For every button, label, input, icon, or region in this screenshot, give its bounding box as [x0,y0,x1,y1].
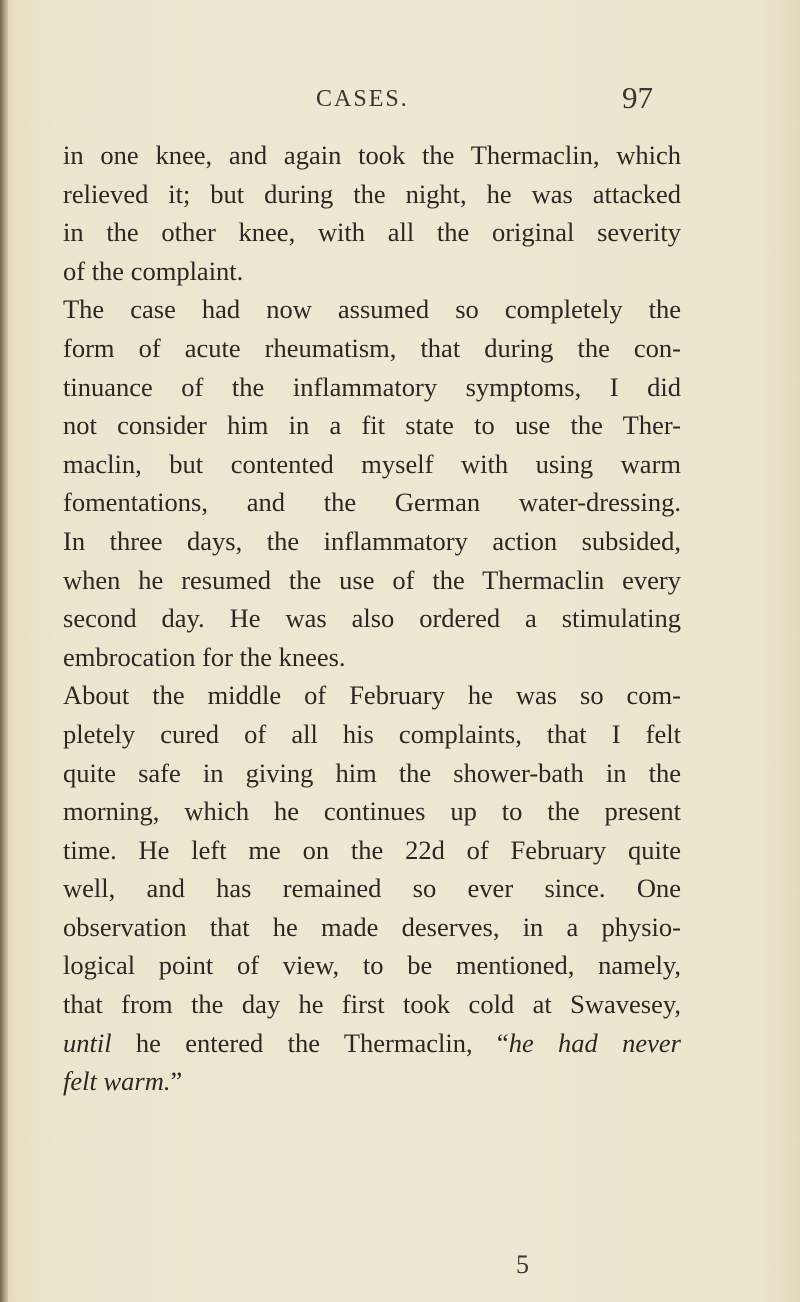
italic-final: felt warm. [63,1066,171,1097]
text-line: that from the day he first took cold at Swavesey, [63,989,681,1020]
paragraph-1 [63,136,681,290]
line-rest: he entered the Thermaclin, “ [111,1027,509,1058]
page-number: 97 [622,80,653,115]
paragraph-3 [63,676,681,1101]
text-line: logical point of view, to be mentioned, namely, [63,950,681,981]
text-line: morning, which he continues up to the present [63,796,681,827]
running-title: CASES. [316,86,409,112]
text-line: pletely cured of all his complaints, that I felt [63,718,681,749]
text-line: quite safe in giving him the shower-bath in the [63,757,681,788]
text-line: observation that he made deserves, in a physio- [63,911,681,942]
text-line: About the middle of February he was so com- [63,680,681,711]
text-line: not consider him in a fit state to use the Ther- [63,410,681,441]
closing-quote: ” [170,1066,183,1097]
text-line: of the complaint. [63,255,244,286]
text-line: In three days, the inflammatory action subsided, [63,525,681,556]
running-head [0,80,800,116]
italic-quote: he had never [508,1027,681,1058]
text-line: relieved it; but during the night, he was attacked [63,178,681,209]
text-line: well, and has remained so ever since. One [63,873,681,904]
text-line: embrocation for the knees. [63,641,346,672]
signature-mark: 5 [516,1250,529,1279]
text-line: time. He left me on the 22d of February quite [63,834,681,865]
paragraph-2 [63,290,681,676]
text-line: maclin, but contented myself with using warm [63,448,681,479]
text-line: The case had now assumed so completely the [63,294,681,325]
text-line: in one knee, and again took the Thermaclin, which [63,140,681,170]
body-text [63,136,681,1101]
text-line: second day. He was also ordered a stimulating [63,603,681,634]
italic-until: until [63,1027,112,1058]
text-line: tinuance of the inflammatory symptoms, I did [63,371,681,402]
text-line-final [63,1062,681,1101]
text-line: fomentations, and the German water-dressing. [63,487,681,518]
text-line: in the other knee, with all the original severity [63,217,681,248]
text-line: when he resumed the use of the Thermaclin every [63,564,681,595]
binding-edge [0,0,8,1302]
text-line: form of acute rheumatism, that during the con- [63,332,681,363]
text-line-italic [63,1024,681,1063]
